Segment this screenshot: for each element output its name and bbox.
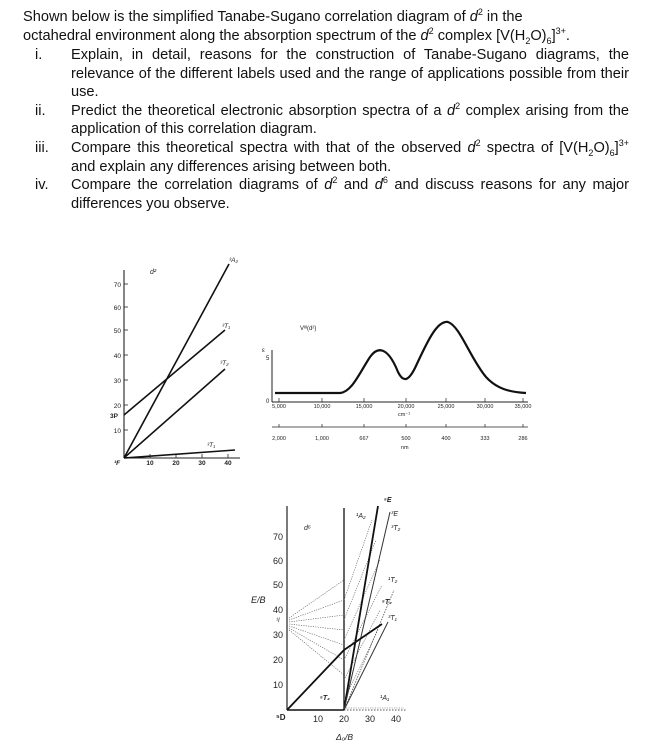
spectrum-x-tick: 30,000 <box>476 404 494 410</box>
d2-y-tick: 20 <box>113 403 121 410</box>
spectrum-wl-tick: 333 <box>480 436 490 442</box>
spectrum-wavelength-unit: nm <box>401 445 409 451</box>
spectrum-x-tick: 25,000 <box>437 404 455 410</box>
question-item: iv. Compare the correlation diagrams of $d^2$ and $d^6$ and discuss reasons for any major differences you observe. <box>35 175 629 212</box>
d6-x-tick: 10 <box>312 714 324 724</box>
d2-term-3T1-lower: ³T₁ <box>207 442 216 449</box>
spectrum-wl-tick: 1,000 <box>315 436 329 442</box>
spectrum-x-tick: 15,000 <box>355 404 373 410</box>
d6-term-5T2-right: ⁵T₂ <box>382 599 392 606</box>
d2-x-tick-labels <box>146 460 232 467</box>
d2-x-tick: 30 <box>198 460 206 467</box>
absorption-spectrum <box>262 322 531 451</box>
d6-y-tick: 40 <box>272 605 283 615</box>
spectrum-y-axis-label: ε <box>262 347 265 354</box>
d6-term-3T2-top: ³T₂ <box>391 525 401 532</box>
d2-config-label: d² <box>150 269 157 276</box>
d2-y-tick: 10 <box>113 428 121 435</box>
spectrum-curve <box>275 322 526 393</box>
d2-line-3A2 <box>124 264 229 458</box>
d6-term-3E: ³E <box>391 511 398 518</box>
d6-term-3T1: ³T₁ <box>388 615 397 622</box>
d6-tanabe-sugano-diagram <box>251 497 406 742</box>
d6-line-5E-left <box>287 650 344 710</box>
d6-y-tick: 50 <box>272 580 283 590</box>
d2-term-3A2: ³A₂ <box>229 257 238 264</box>
spectrum-y-tick: 5 <box>266 356 270 362</box>
question-item: ii. Predict the theoretical electronic absorption spectra of a $d^2$ complex arising from the application of this correlation diagram. <box>35 100 629 138</box>
d6-y-tick: 20 <box>272 655 283 665</box>
d6-y-tick: 30 <box>272 630 283 640</box>
d2-tanabe-sugano-diagram <box>110 257 240 467</box>
spectrum-wl-tick: 400 <box>441 436 451 442</box>
spectrum-wavelength-ticks <box>272 436 527 442</box>
d6-term-1T2: ¹T₂ <box>388 577 398 584</box>
question-number: ii. <box>35 102 46 119</box>
d2-ground-label: 3P <box>110 413 118 420</box>
d6-ground-state: ⁵D <box>276 713 286 722</box>
spectrum-wl-tick: 667 <box>359 436 369 442</box>
d6-small-label: ¹I <box>276 618 280 624</box>
spectrum-wl-tick: 2,000 <box>272 436 286 442</box>
question-number: iv. <box>35 177 49 194</box>
d6-term-5T2-bottom: ⁵T₂ <box>320 695 330 702</box>
question-item: iii. Compare this theoretical spectra with that of the observed $d^2$ spectra of $[V(H_2O)_6]^{3+}$ and explain any differences arising between both. <box>35 138 629 175</box>
spectrum-wavenumber-ticks <box>272 404 531 410</box>
d2-y-tick: 30 <box>113 378 121 385</box>
spectrum-x-tick: 5,000 <box>272 404 286 410</box>
spectrum-x-tick: 20,000 <box>397 404 415 410</box>
spectrum-wl-tick: 286 <box>518 436 528 442</box>
intro-paragraph: Shown below is the simplified Tanabe-Sugano correlation diagram of $d^2$ in the octahedral environment along the absorption spectrum of the $d^2$ complex $[V(H_2O)_6]^{3+}$. <box>23 7 570 46</box>
spectrum-x-tick: 35,000 <box>514 404 532 410</box>
d2-ground-state: ³F <box>114 460 121 467</box>
d2-term-3T2: ³T₂ <box>220 360 229 367</box>
d2-line-3T1-upper <box>124 330 225 415</box>
d6-config-label: d⁶ <box>304 525 311 532</box>
spectrum-x-tick: 10,000 <box>313 404 331 410</box>
d6-y-tick: 70 <box>272 532 283 542</box>
d6-x-tick: 20 <box>338 714 350 724</box>
d2-x-tick: 20 <box>172 460 180 467</box>
question-number: iii. <box>35 139 49 156</box>
d2-term-3T1-upper: ³T₁ <box>222 323 231 330</box>
question-number: i. <box>35 47 43 63</box>
spectrum-y-tick: 0 <box>266 399 270 405</box>
d6-x-axis-label: Δₒ/B <box>336 732 354 742</box>
d6-x-tick: 30 <box>364 714 376 724</box>
d2-y-tick: 40 <box>113 353 121 360</box>
d6-y-axis-label: E/B <box>251 595 266 605</box>
d6-term-5E: ⁵E <box>384 497 392 504</box>
d6-term-1A2: ¹A₂ <box>356 513 366 520</box>
d6-y-tick-labels <box>273 532 283 690</box>
d2-x-tick: 40 <box>224 460 232 467</box>
question-text: Explain, in detail, reasons for the construction of Tanabe-Sugano diagrams, the relevance of the different labels used and the range of applications possible from their use. <box>71 47 629 101</box>
d2-y-tick: 70 <box>113 282 121 289</box>
spectrum-wl-tick: 500 <box>401 436 411 442</box>
d6-line-3E <box>344 512 390 710</box>
spectrum-title: Vᴵᴵᴵ(d²) <box>300 326 317 332</box>
d2-y-tick: 60 <box>113 305 121 312</box>
d6-term-1A1: ¹A₁ <box>380 695 390 702</box>
spectrum-wavenumber-unit: cm⁻¹ <box>398 412 411 418</box>
d6-y-tick: 60 <box>272 556 283 566</box>
d6-x-tick: 40 <box>390 714 402 724</box>
d6-dotted-lines <box>289 520 404 708</box>
d6-line-1T2 <box>344 590 394 710</box>
d2-y-tick: 50 <box>113 328 121 335</box>
d2-x-tick: 10 <box>146 460 154 467</box>
d6-x-tick-labels <box>313 714 401 724</box>
d6-y-tick: 10 <box>272 680 283 690</box>
d2-line-3T1-lower <box>124 450 235 458</box>
